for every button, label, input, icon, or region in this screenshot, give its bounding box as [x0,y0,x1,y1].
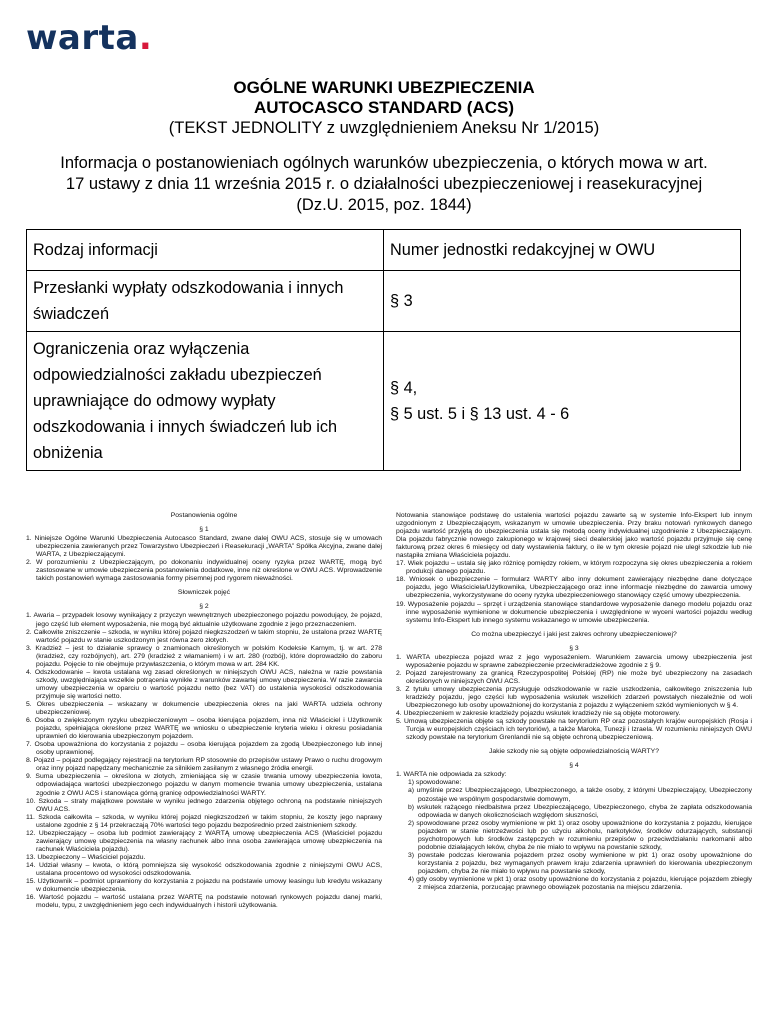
header-ref: Numer jednostki redakcyjnej w OWU [384,230,741,271]
paragraph: 8. Pojazd – pojazd podlegający rejestracji na terytorium RP stosownie do przepisów ustawy Prawo o ruchu drogowym oraz inny pojazd napędzany mechanicznie za silnikiem zasilanym z własnego źródła energii. [26,757,382,773]
section-heading: § 2 [199,603,209,611]
document-heading [0,78,768,138]
row-ref-line: § 4, [390,379,418,397]
title-line-1: OGÓLNE WARUNKI UBEZPIECZENIA [233,78,535,97]
paragraph: 4. Ubezpieczeniem w zakresie kradzieży pojazdu wskutek kradzieży nie są objęte motorowery. [396,710,681,718]
paragraph: 14. Udział własny – kwota, o którą pomniejsza się wysokość odszkodowania zgodnie z niniejszymi OWU ACS, ustalana procentowo od wysokości odszkodowania. [26,861,382,877]
paragraph: 12. Ubezpieczający – osoba lub podmiot zawierający z WARTĄ umowę ubezpieczenia ACS (Właściciel pojazdu zawierający umowę ubezpieczenia na własny rachunek albo inna osoba zawierająca umowę ubezpieczenia na rachunek Właściciela pojazdu). [26,829,382,853]
paragraph: 4) gdy osoby wymienione w pkt 1) oraz osoby upoważnione do korzystania z pojazdu, kierujące pojazdem zbiegły z miejsca zdarzenia, porzucając prawnego obowiązek pozostania na miejscu zdarzenia. [408,875,752,892]
paragraph: 18. Wniosek o ubezpieczenie – formularz WARTY albo inny dokument zawierający niezbędne dane dotyczące pojazdu, jego Właściciela/Użytkownika, Ubezpieczającego oraz inne informacje niezbędne do zawarcia umowy ubezpieczenia, wykorzystywane do oceny ryzyka ubezpieczeniowego stanowiący część umowy ubezpieczenia. [396,576,752,600]
row-type [27,271,384,332]
intro-paragraph: Informacja o postanowieniach ogólnych warunków ubezpieczenia, o których mowa w art. 17 ustawy z dnia 11 września 2015 r. o działalności ubezpieczeniowej i reasekuracyjnej (Dz.U. 2015, poz. 1844) [60,154,708,214]
terms-right-column [396,512,752,892]
section-heading: Jakie szkody nie są objęte odpowiedzialnością WARTY? [488,748,659,756]
section-heading: Co można ubezpieczyć i jaki jest zakres ochrony ubezpieczeniowej? [471,630,677,638]
paragraph: 7. Osoba upoważniona do korzystania z pojazdu – osoba kierująca pojazdem za zgodą Ubezpieczonego lub innej osoby uprawnionej. [26,741,382,757]
information-table [26,229,741,471]
paragraph: 5. Umową ubezpieczenia objęte są szkody powstałe na terytorium RP oraz pozostałych krajów europejskich (Rosja i Turcja w europejskich częściach ich terytoriów), a także Maroka, Tunezji i Izraela. W rozumieniu niniejszych OWU szkody powstałe na terytorium Grenlandii nie są objęte ochroną ubezpieczeniową. [396,718,752,742]
paragraph: Notowania stanowiące podstawę do ustalenia wartości pojazdu zawarte są w systemie Info-Ekspert lub innym uzgodnionym z Ubezpieczającym, wskazanym w umowie ubezpieczenia. Przy braku notowań rynkowych danego pojazdu wartość przyjętą do ubezpieczenia ustala się metodą oceny indywidualnej uzgodnienie z Ubezpieczającym. Dla pojazdu fabrycznie nowego zakupionego w krajowej sieci dealerskiej jako wartość pojazdu przyjmuje się cenę fakturową przez okres 6 miesięcy od daty wystawienia faktury, o ile w tym okresie pojazd nie uległ szkodzie lub nie nastąpiła zmiana Właściciela pojazdu. [396,512,752,560]
terms-left-column [26,512,382,910]
paragraph: 13. Ubezpieczony – Właściciel pojazdu. [26,853,146,861]
title-line-2: AUTOCASCO STANDARD (ACS) [253,98,515,117]
paragraph: 2) spowodowane przez osoby wymienione w pkt 1) oraz osoby upoważnione do korzystania z pojazdu, kierujące pojazdem w stanie nietrzeźwości lub po użyciu alkoholu, narkotyków, środków odurzających, substancji psychotropowych lub środków zastępczych w rozumieniu przepisów o przeciwdziałaniu narkomanii albo podobnie działających leków, chyba że nie miało to wpływu na powstanie szkody, [408,819,752,851]
row-ref [384,332,741,471]
paragraph: 16. Wartość pojazdu – wartość ustalana przez WARTĘ na podstawie notowań rynkowych pojazdu danej marki, modelu, typu, z uwzględnieniem jego cech indywidualnych i historii użytkowania. [26,894,382,910]
table-header-row [27,230,741,271]
header-type: Rodzaj informacji [27,230,384,271]
paragraph: 3) powstałe podczas kierowania pojazdem przez osoby wymienione w pkt 1) oraz osoby upoważnione do korzystania z pojazdu, bez wymaganych prawem kraju zdarzenia uprawnień do kierowania ubezpieczonym pojazdem, chyba że nie miało to wpływu na powstanie szkody, [408,851,752,875]
row-type-text: Ograniczenia oraz wyłączenia odpowiedzialności zakładu ubezpieczeń uprawniające do odmowy wypłaty odszkodowania i innych świadczeń lub ich obniżenia [33,340,338,462]
paragraph: b) wskutek rażącego niedbalstwa przez Ubezpieczającego, Ubezpieczonego, chyba że zapłata odszkodowania odpowiada w danych okolicznościach względom słuszności, [408,803,752,819]
paragraph: 3. Z tytułu umowy ubezpieczenia przysługuje odszkodowanie w razie uszkodzenia, całkowitego zniszczenia lub kradzieży pojazdu, jego części lub wyposażenia wskutek wszelkich zdarzeń powstałych niezależnie od woli Ubezpieczonego lub osoby upoważnionej do korzystania z pojazdu z wyłączeniem szkód wymienionych w § 4. [396,685,752,710]
paragraph: 11. Szkoda całkowita – szkoda, w wyniku której pojazd niegkzszodzeń w takim stopniu, że koszty jego naprawy ustalone zgodnie z § 14 przekraczają 70% wartości tego pojazdu bezpośrednio przed zaistnieniem szkody. [26,813,382,829]
paragraph: a) umyślnie przez Ubezpieczającego, Ubezpieczonego, a także osoby, z którymi Ubezpieczający, Ubezpieczony pozostaje we wspólnym gospodarstwie domowym, [408,787,752,803]
warta-logo [26,18,152,58]
table-row [27,271,741,332]
row-ref-line: § 5 ust. 5 i § 13 ust. 4 - 6 [390,405,570,423]
row-ref: § 3 [384,271,741,332]
paragraph: 1. WARTA nie odpowiada za szkody: [396,771,507,779]
paragraph: 17. Wiek pojazdu – ustala się jako różnicę pomiędzy rokiem, w którym rozpoczyna się okres ubezpieczenia a rokiem produkcji danego pojazdu. [396,560,752,576]
paragraph: 1. Awaria – przypadek losowy wynikający z przyczyn wewnętrznych ubezpieczonego pojazdu powodujący, że pojazd, jego część lub element wyposażenia, nie mogą być aktualnie użytkowane zgodnie z jego przeznaczeniem. [26,612,382,628]
section-heading: § 3 [569,644,579,652]
paragraph: 3. Kradzież – jest to działanie sprawcy o znamionach określonych w polskim Kodeksie Karnym, tj. w art. 278 (kradzież, czy rozbójnych), art. 279 (kradzież z włamaniem) i w art. 280 (rozbój), które doprowadziło do zaboru pojazdu. Pojęcie to nie obejmuje przywłaszczenia, o którym mowa w art. 284 KK. [26,644,382,668]
title-line-3: (TEKST JEDNOLITY z uwzględnieniem Aneksu Nr 1/2015) [168,119,600,137]
logo-text: warta [26,18,139,58]
paragraph: 9. Suma ubezpieczenia – określona w złotych, zmieniająca się w czasie trwania umowy ubezpieczenia kwota, odpowiadająca wartości ubezpieczonego pojazdu w danym momencie trwania umowy ubezpieczenia, ustalana zgodnie z OWU ACS i stanowiąca górną granicę odpowiedzialności WARTY. [26,773,382,797]
section-heading: § 1 [199,526,209,534]
paragraph: 2. Całkowite zniszczenie – szkoda, w wyniku której pojazd niegkzszodzeń w takim stopniu, że ustalona przez WARTĘ wartość pojazdu w stanie uszkodzonym jest równa zero złotych. [26,628,382,644]
paragraph: 15. Użytkownik – podmiot uprawniony do korzystania z pojazdu na podstawie umowy leasingu lub kredytu wskazany w dokumencie ubezpieczenia. [26,878,382,894]
paragraph: 2. W porozumieniu z Ubezpieczającym, po dokonaniu indywidualnej oceny ryzyka przez WARTĘ, mogą być zastosowane w umowie ubezpieczenia postanowienia dodatkowe, inne niż określone w OWU ACS. Wprowadzenie takich postanowień wymaga zastosowania formy pisemnej pod rygorem nieważności. [26,559,382,583]
section-heading: Słowniczek pojęć [177,589,231,597]
section-heading: § 4 [569,762,579,770]
paragraph: 1. Niniejsze Ogólne Warunki Ubezpieczenia Autocasco Standard, zwane dalej OWU ACS, stosuje się w umowach ubezpieczenia zawieranych przez Towarzystwo Ubezpieczeń i Reasekuracji „WARTA” Spółka Akcyjna, zwane dalej WARTA, z Ubezpieczającymi. [26,535,382,559]
paragraph: 1. WARTA ubezpiecza pojazd wraz z jego wyposażeniem. Warunkiem zawarcia umowy ubezpieczenia jest wyposażenie pojazdu w sprawne zabezpieczenie przeciwkradzieżowe zgodnie z § 9. [396,653,752,669]
paragraph: 10. Szkoda – straty majątkowe powstałe w wyniku jednego zdarzenia objętego ochroną na podstawie niniejszych OWU ACS. [26,797,382,813]
logo-dot: . [138,18,153,58]
paragraph: 1) spowodowane: [408,779,462,787]
paragraph: 5. Okres ubezpieczenia – wskazany w dokumencie ubezpieczenia okres na jaki WARTA udziela ochrony ubezpieczeniowej. [26,700,382,717]
table-row [27,332,741,471]
paragraph: 19. Wyposażenie pojazdu – sprzęt i urządzenia stanowiące standardowe wyposażenie danego modelu pojazdu oraz inne wyposażenie wymienione w dokumencie ubezpieczenia i uwzględnione w wyceni wartości pojazdu według systemu Info-Ekspert lub innego systemu wskazanego w umowie ubezpieczenia. [396,600,752,624]
row-type-text: Przesłanki wypłaty odszkodowania i innych świadczeń [33,279,344,323]
paragraph: 4. Odszkodowanie – kwota ustalana wg zasad określonych w niniejszych OWU ACS, należna w razie powstania szkody, uwzględniająca wszelkie potrącenia wynikłe z warunków zawartej umowy ubezpieczenia. W razie zawarcia umowy ubezpieczenia w oparciu o wartość pojazdu netto (bez VAT) do ustalenia wysokości odszkodowania przyjmuje się wartości netto. [26,668,382,700]
paragraph: 6. Osoba o zwiększonym ryzyku ubezpieczeniowym – osoba kierująca pojazdem, inna niż Właściciel i Użytkownik pojazdu, spełniająca określone przez WARTĘ we wniosku o ubezpieczenie kryteria wieku i okresu posiadania uprawnień do kierowania ubezpieczonym pojazdem. [26,717,382,741]
row-type [27,332,384,471]
section-heading: Postanowienia ogólne [170,512,238,519]
paragraph: 2. Pojazd zarejestrowany za granicą Rzeczypospolitej Polskiej (RP) nie może być ubezpieczony na zasadach określonych w niniejszych OWU ACS. [396,669,752,685]
